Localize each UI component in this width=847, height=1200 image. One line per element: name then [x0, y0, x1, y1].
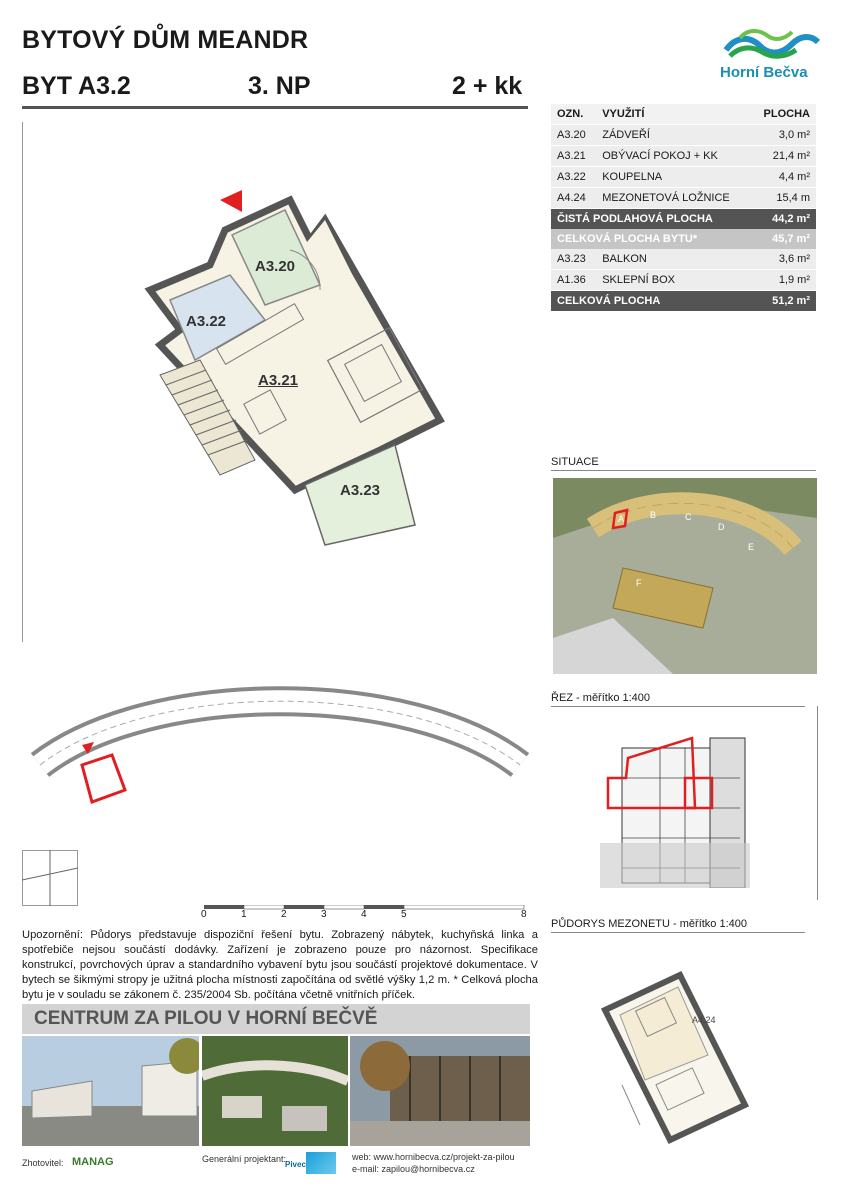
render-image-street	[22, 1036, 199, 1146]
net-area-label: ČISTÁ PODLAHOVÁ PLOCHA	[551, 209, 751, 230]
north-arrow-icon	[22, 850, 78, 911]
plan-frame-line	[22, 122, 23, 642]
room-code: A1.36	[551, 270, 596, 291]
net-area-value: 44,2 m²	[751, 209, 816, 230]
designer-label: Generální projektant:	[202, 1154, 287, 1164]
room-area: 3,6 m²	[751, 249, 816, 270]
net-area-row	[551, 209, 816, 230]
mezonet-rule	[551, 932, 805, 933]
situation-label: A	[618, 514, 625, 524]
footer-web[interactable]: web: www.hornibecva.cz/projekt-za-pilou	[352, 1152, 515, 1162]
logo-waves-icon	[720, 22, 820, 69]
table-row	[551, 167, 816, 188]
room-label-bath: A3.22	[186, 313, 227, 330]
room-label-living: A3.21	[258, 372, 299, 389]
col-code-header: OZN.	[551, 104, 596, 125]
col-use-header: VYUŽITÍ	[596, 104, 751, 125]
scale-tick: 3	[321, 909, 327, 920]
designer-logo-mark	[306, 1152, 336, 1174]
room-code: A3.22	[551, 167, 596, 188]
table-row	[551, 270, 816, 291]
situation-label: B	[650, 510, 657, 520]
logo-text: Horní Bečva	[720, 64, 808, 81]
layout-label: 2 + kk	[452, 72, 523, 100]
key-plan	[30, 670, 530, 835]
scale-tick: 1	[241, 909, 247, 920]
designer-logo: Pivec	[285, 1160, 306, 1169]
room-code: A3.20	[551, 125, 596, 146]
room-area: 21,4 m²	[751, 146, 816, 167]
grand-total-row	[551, 291, 816, 312]
scale-tick: 8	[521, 909, 527, 920]
room-use: BALKON	[596, 249, 751, 270]
situation-rule	[551, 470, 816, 471]
col-area-header: PLOCHA	[751, 104, 816, 125]
mezonet-plan	[600, 965, 760, 1170]
table-row	[551, 146, 816, 167]
section-title: ŘEZ - měřítko 1:400	[551, 692, 651, 704]
room-area: 15,4 m	[751, 188, 816, 209]
room-use: MEZONETOVÁ LOŽNICE	[596, 188, 751, 209]
room-code: A3.21	[551, 146, 596, 167]
room-use: SKLEPNÍ BOX	[596, 270, 751, 291]
table-row	[551, 249, 816, 270]
banner-title: CENTRUM ZA PILOU V HORNÍ BEČVĚ	[34, 1008, 378, 1029]
section-vline	[817, 706, 818, 900]
section-drawing	[600, 728, 750, 893]
situation-label: F	[636, 578, 642, 588]
table-row	[551, 188, 816, 209]
situation-label: C	[685, 512, 692, 522]
project-banner	[22, 1004, 530, 1034]
room-area: 4,4 m²	[751, 167, 816, 188]
situation-label: D	[718, 522, 725, 532]
header-rule	[22, 106, 528, 109]
unit-total-row	[551, 229, 816, 249]
mezonet-room-label: A4.24	[692, 1015, 716, 1025]
project-title: BYTOVÝ DŮM MEANDR	[22, 26, 309, 54]
situation-label: E	[748, 542, 755, 552]
grand-total-label: CELKOVÁ PLOCHA	[551, 291, 751, 312]
room-use: KOUPELNA	[596, 167, 751, 188]
room-label-entry: A3.20	[255, 258, 296, 275]
mezonet-title: PŮDORYS MEZONETU - měřítko 1:400	[551, 918, 748, 930]
situation-map	[553, 478, 817, 674]
contractor-label: Zhotovitel:	[22, 1158, 64, 1168]
footer-email[interactable]: e-mail: zapilou@hornibecva.cz	[352, 1164, 475, 1174]
grand-total-value: 51,2 m²	[751, 291, 816, 312]
scale-tick: 2	[281, 909, 287, 920]
room-use: ZÁDVEŘÍ	[596, 125, 751, 146]
table-row	[551, 125, 816, 146]
room-use: OBÝVACÍ POKOJ + KK	[596, 146, 751, 167]
scale-tick: 0	[201, 909, 207, 920]
room-code: A4.24	[551, 188, 596, 209]
render-image-square	[350, 1036, 530, 1146]
unit-total-value: 45,7 m²	[751, 229, 816, 249]
room-area: 1,9 m²	[751, 270, 816, 291]
scale-tick: 5	[401, 909, 407, 920]
floor-label: 3. NP	[248, 72, 311, 100]
room-area: 3,0 m²	[751, 125, 816, 146]
unit-total-label: CELKOVÁ PLOCHA BYTU*	[551, 229, 751, 249]
scale-tick: 4	[361, 909, 367, 920]
situation-title: SITUACE	[551, 456, 599, 468]
render-image-aerial	[202, 1036, 348, 1146]
disclaimer-note: Upozornění: Půdorys představuje dispoziční řešení bytu. Zobrazený nábytek, kuchyňská linka a spotřebiče nejsou součástí dodávky. Zařízení je zobrazeno pouze pro názornost. Specifikace konstrukcí, povrchových úprav a standardního vybavení bytu jsou součástí projektové dokumentace. V bytech se šikmými stropy je užitná plocha místnosti započítána od světlé výšky 1,2 m. * Celková plocha bytu je v souladu se zákonem č. 235/2004 Sb. počítána včetně vnitřních příček.	[22, 929, 538, 1001]
room-code: A3.23	[551, 249, 596, 270]
section-rule	[551, 706, 805, 707]
contractor-logo: MANAG	[72, 1156, 114, 1168]
area-table	[551, 104, 816, 311]
room-label-balcony: A3.23	[340, 482, 381, 499]
scale-bar	[204, 900, 530, 918]
unit-number: BYT A3.2	[22, 72, 131, 100]
